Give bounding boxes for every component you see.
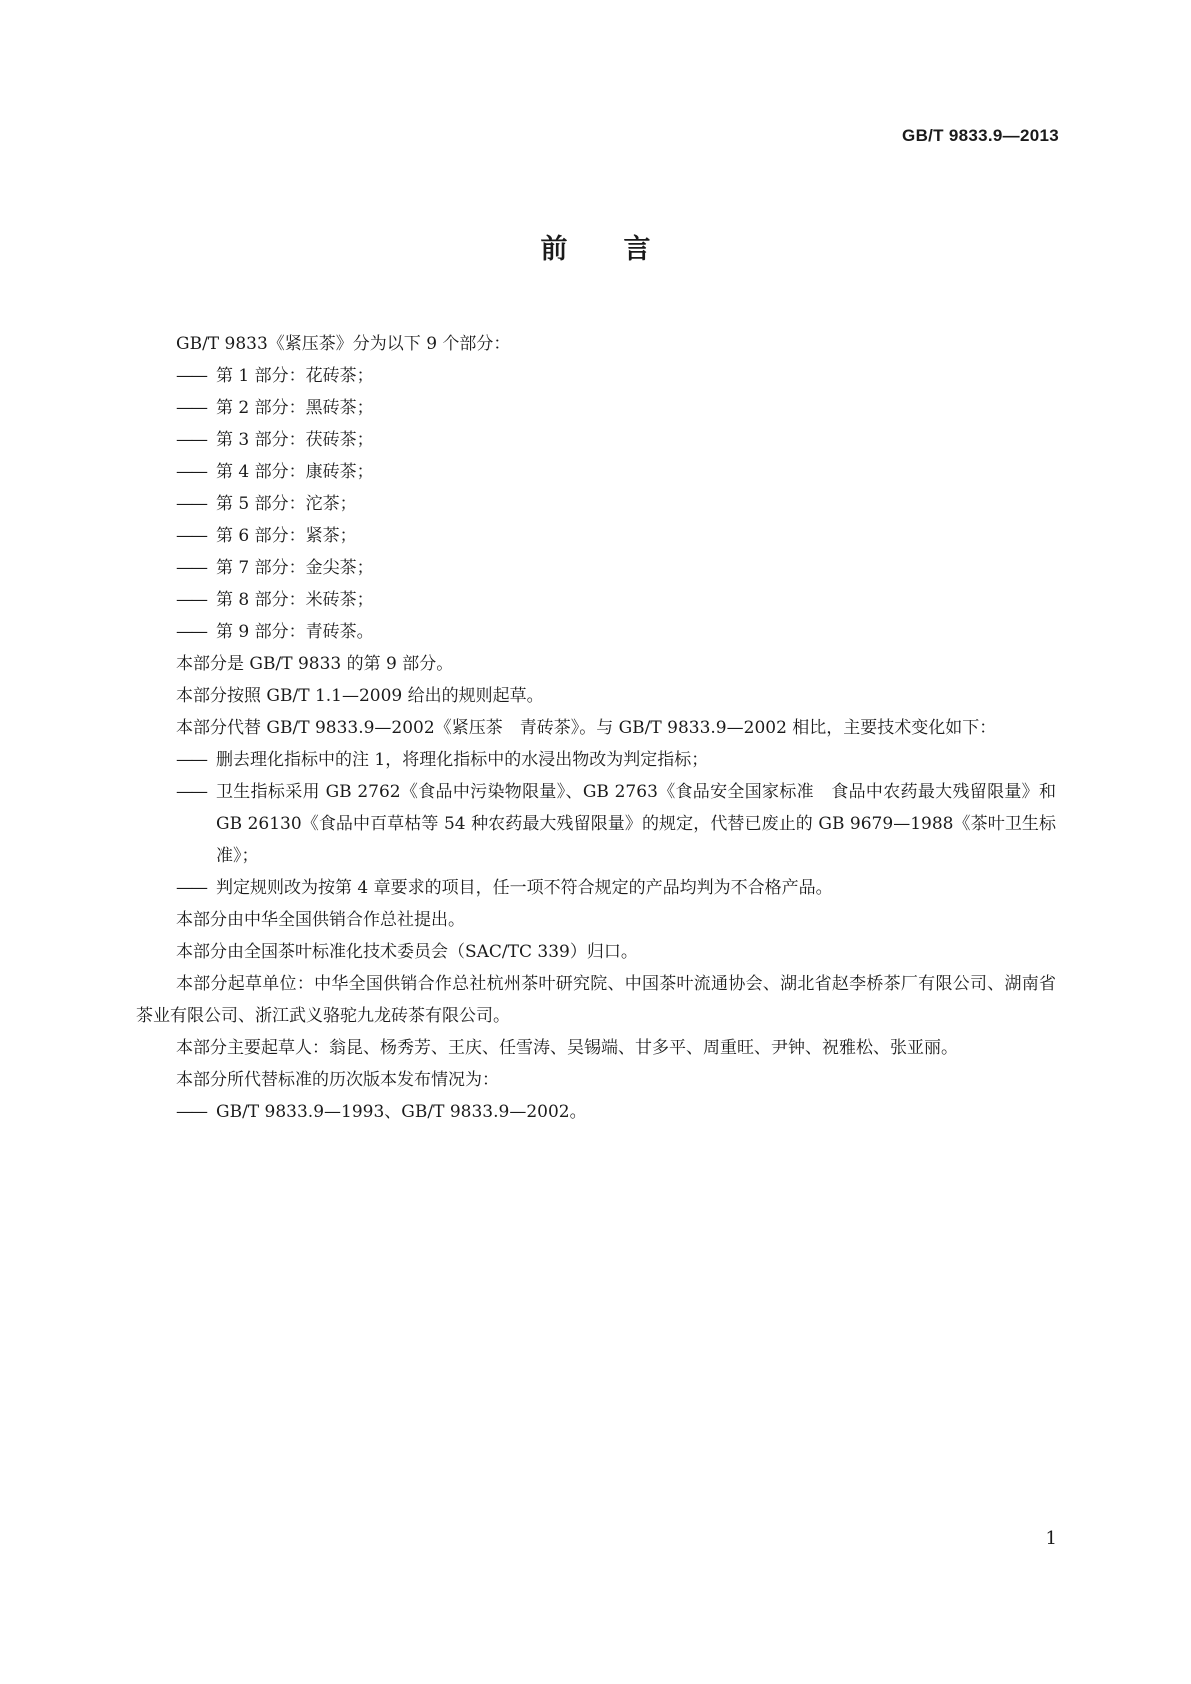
- drafting-rules-paragraph: 本部分按照 GB/T 1.1—2009 给出的规则起草。: [176, 686, 544, 706]
- part-list-text: 第 7 部分：金尖茶；: [216, 558, 374, 578]
- dash-mark: ——: [176, 558, 206, 578]
- part-list-item: [136, 456, 1056, 488]
- part-list-item: [136, 392, 1056, 424]
- part-list-item: [136, 552, 1056, 584]
- history-list-item: [136, 1096, 1056, 1128]
- change-list-item: [136, 744, 1056, 776]
- page-title: 前言: [540, 234, 707, 265]
- dash-mark: ——: [176, 366, 206, 386]
- dash-mark: ——: [176, 1102, 206, 1122]
- change-list-text: 卫生指标采用 GB 2762《食品中污染物限量》、GB 2763《食品安全国家标准 食品中农药最大残留限量》和 GB 26130《食品中百草枯等 54 种农药最大残留限量》的规定，代替已废止的 GB 9679—1988《茶叶卫生标准》；: [216, 782, 1056, 866]
- standard-code: GB/T 9833.9—2013: [902, 126, 1059, 145]
- history-list-text: GB/T 9833.9—1993、GB/T 9833.9—2002。: [216, 1102, 587, 1122]
- history-intro-paragraph: 本部分所代替标准的历次版本发布情况为：: [176, 1070, 499, 1090]
- change-list-item: [136, 776, 1056, 872]
- part-list-item: [136, 616, 1056, 648]
- dash-mark: ——: [176, 622, 206, 642]
- intro-paragraph: GB/T 9833《紧压茶》分为以下 9 个部分：: [176, 334, 511, 354]
- replaces-paragraph: 本部分代替 GB/T 9833.9—2002《紧压茶 青砖茶》。与 GB/T 9833.9—2002 相比，主要技术变化如下：: [176, 718, 997, 738]
- page-number: 1: [1045, 1528, 1057, 1549]
- drafting-units-paragraph: 本部分起草单位：中华全国供销合作总社杭州茶叶研究院、中国茶叶流通协会、湖北省赵李桥茶厂有限公司、湖南省茶业有限公司、浙江武义骆驼九龙砖茶有限公司。: [136, 974, 1056, 1026]
- foreword-body: [136, 328, 1056, 1128]
- this-part-paragraph: 本部分是 GB/T 9833 的第 9 部分。: [176, 654, 454, 674]
- part-list-item: [136, 520, 1056, 552]
- proposed-by-paragraph: 本部分由中华全国供销合作总社提出。: [176, 910, 465, 930]
- part-list-item: [136, 424, 1056, 456]
- part-list-text: 第 1 部分：花砖茶；: [216, 366, 374, 386]
- part-list-text: 第 2 部分：黑砖茶；: [216, 398, 374, 418]
- dash-mark: ——: [176, 430, 206, 450]
- change-list-text: 删去理化指标中的注 1，将理化指标中的水浸出物改为判定指标；: [216, 750, 709, 770]
- centralized-by-paragraph: 本部分由全国茶叶标准化技术委员会（SAC/TC 339）归口。: [176, 942, 638, 962]
- part-list-text: 第 6 部分：紧茶；: [216, 526, 357, 546]
- part-list-item: [136, 584, 1056, 616]
- part-list-item: [136, 488, 1056, 520]
- dash-mark: ——: [176, 782, 206, 802]
- change-list-text: 判定规则改为按第 4 章要求的项目，任一项不符合规定的产品均判为不合格产品。: [216, 878, 833, 898]
- part-list-text: 第 9 部分：青砖茶。: [216, 622, 374, 642]
- part-list-text: 第 5 部分：沱茶；: [216, 494, 357, 514]
- part-list-text: 第 4 部分：康砖茶；: [216, 462, 374, 482]
- dash-mark: ——: [176, 878, 206, 898]
- part-list-item: [136, 360, 1056, 392]
- part-list-text: 第 3 部分：茯砖茶；: [216, 430, 374, 450]
- dash-mark: ——: [176, 750, 206, 770]
- dash-mark: ——: [176, 462, 206, 482]
- dash-mark: ——: [176, 398, 206, 418]
- dash-mark: ——: [176, 526, 206, 546]
- dash-mark: ——: [176, 494, 206, 514]
- dash-mark: ——: [176, 590, 206, 610]
- part-list-text: 第 8 部分：米砖茶；: [216, 590, 374, 610]
- change-list-item: [136, 872, 1056, 904]
- drafters-paragraph: 本部分主要起草人：翁昆、杨秀芳、王庆、任雪涛、吴锡端、甘多平、周重旺、尹钟、祝雅松、张亚丽。: [176, 1038, 958, 1058]
